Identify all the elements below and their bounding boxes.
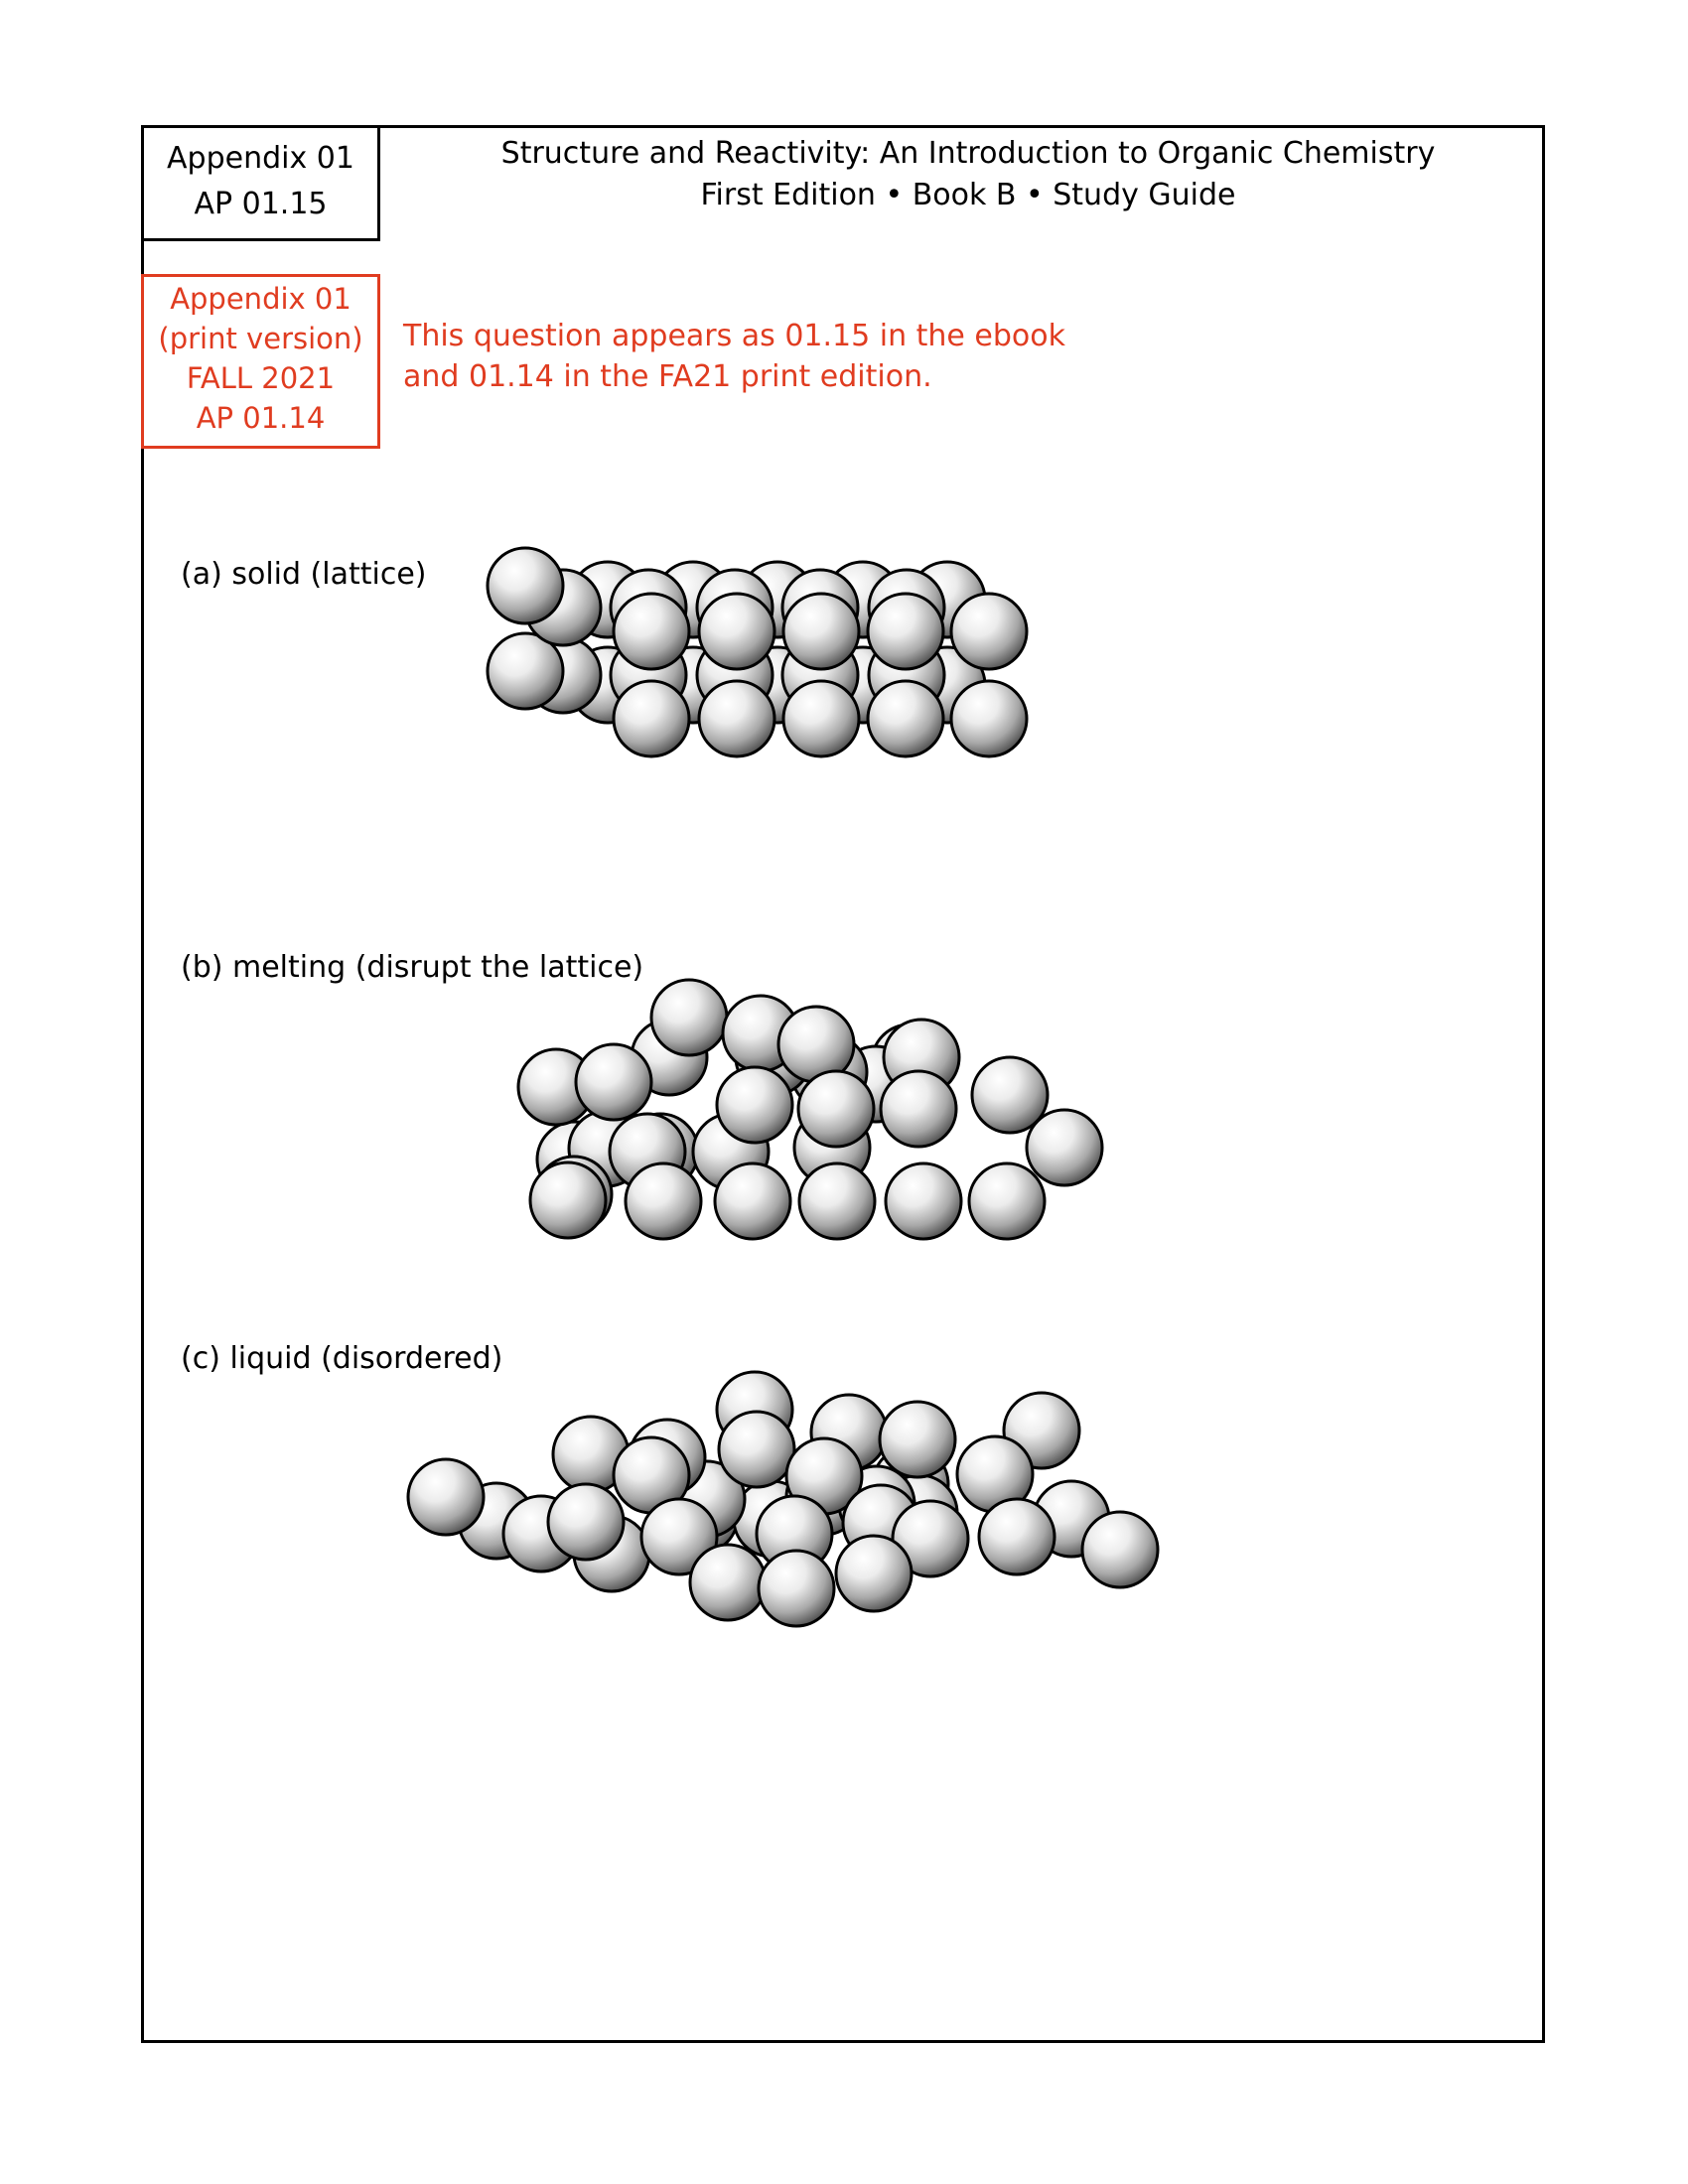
melting-sphere xyxy=(717,1067,792,1143)
lattice-sphere xyxy=(699,681,774,756)
liquid-sphere xyxy=(408,1459,484,1535)
liquid-sphere xyxy=(880,1402,955,1477)
melting-sphere xyxy=(886,1163,961,1239)
panel-c-label: (c) liquid (disordered) xyxy=(181,1341,503,1376)
lattice-sphere xyxy=(783,594,859,669)
melting-sphere xyxy=(651,980,727,1055)
melting-sphere xyxy=(799,1163,875,1239)
melting-sphere xyxy=(798,1071,874,1147)
melting-sphere xyxy=(881,1071,956,1147)
liquid-sphere xyxy=(548,1484,624,1560)
lattice-sphere xyxy=(614,681,689,756)
melting-sphere xyxy=(969,1163,1045,1239)
print-box-line1: Appendix 01 xyxy=(170,282,352,316)
appendix-label: Appendix 01 xyxy=(167,141,354,176)
print-box-line2: (print version) xyxy=(158,322,363,355)
problem-number: AP 01.15 xyxy=(194,187,328,221)
print-note-line1: This question appears as 01.15 in the ebook xyxy=(403,319,1066,353)
liquid-sphere xyxy=(836,1536,912,1611)
lattice-sphere xyxy=(614,594,689,669)
book-title-line1: Structure and Reactivity: An Introduction to Organic Chemistry xyxy=(500,136,1436,171)
liquid-sphere xyxy=(719,1412,794,1487)
melting-sphere xyxy=(530,1162,606,1238)
melting-sphere xyxy=(626,1163,701,1239)
lattice-sphere xyxy=(868,594,943,669)
print-box-line3: FALL 2021 xyxy=(186,361,336,395)
panel-b-label: (b) melting (disrupt the lattice) xyxy=(181,950,644,985)
liquid-sphere xyxy=(979,1499,1055,1574)
lattice-sphere xyxy=(488,548,563,623)
liquid-sphere xyxy=(1082,1512,1158,1587)
lattice-sphere xyxy=(951,681,1027,756)
book-title-line2: First Edition • Book B • Study Guide xyxy=(700,178,1236,212)
liquid-spheres xyxy=(408,1372,1158,1626)
print-box-line4: AP 01.14 xyxy=(196,401,326,435)
melting-sphere xyxy=(715,1163,790,1239)
lattice-sphere xyxy=(951,594,1027,669)
print-note-line2: and 01.14 in the FA21 print edition. xyxy=(403,359,932,394)
lattice-sphere xyxy=(868,681,943,756)
liquid-sphere xyxy=(759,1551,834,1626)
melting-sphere xyxy=(576,1044,651,1120)
melting-spheres xyxy=(518,980,1102,1239)
lattice-sphere xyxy=(699,594,774,669)
panel-a-label: (a) solid (lattice) xyxy=(181,557,427,592)
solid-lattice-spheres xyxy=(488,548,1027,756)
melting-sphere xyxy=(1027,1110,1102,1185)
lattice-sphere xyxy=(783,681,859,756)
liquid-sphere xyxy=(690,1545,766,1620)
